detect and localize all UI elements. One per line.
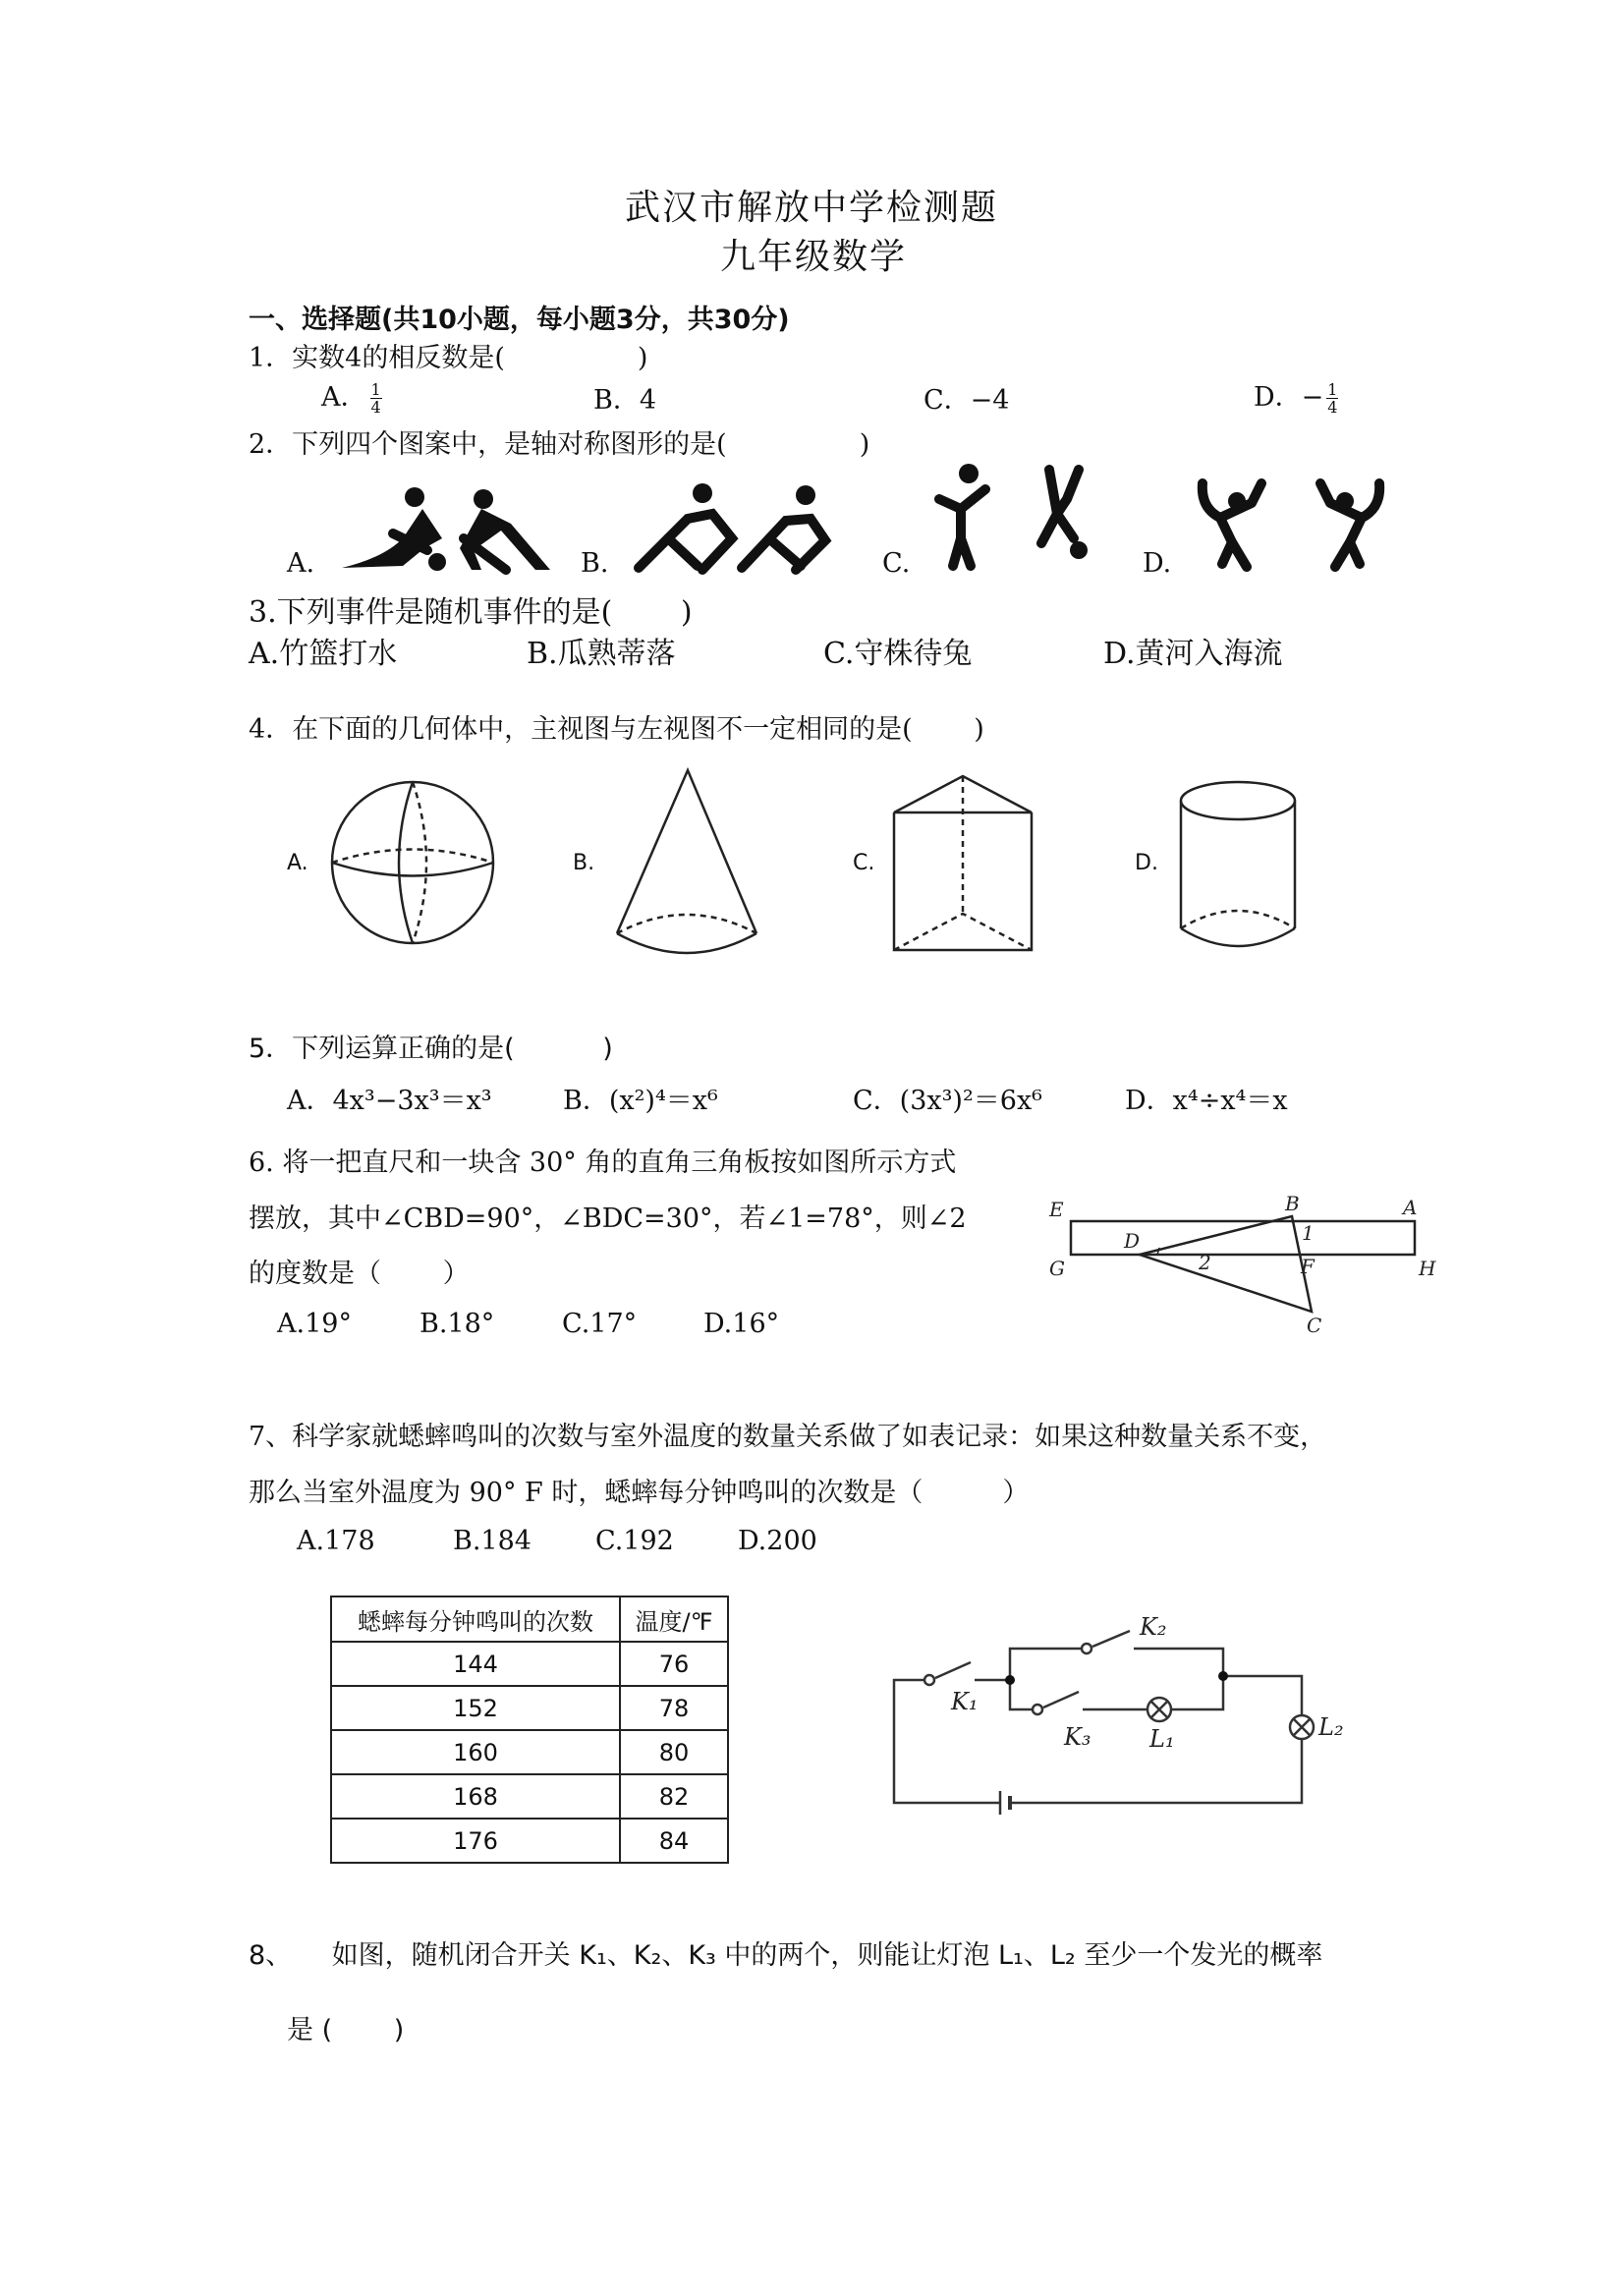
cricket-table xyxy=(330,1596,729,1864)
circuit-label-k3: K₃ xyxy=(1064,1723,1091,1751)
table-cell: 76 xyxy=(620,1642,728,1686)
page-title: 武汉市解放中学检测题 xyxy=(625,188,999,228)
q6-ruler-triangle-figure xyxy=(1041,1189,1454,1336)
q7-option-d: D.200 xyxy=(738,1526,817,1556)
question-6-line-2: 摆放，其中∠CBD=90°，∠BDC=30°，若∠1=78°，则∠2 xyxy=(249,1204,967,1234)
table-header-row xyxy=(331,1596,728,1642)
circuit-label-l2: L₂ xyxy=(1318,1713,1344,1741)
circuit-node xyxy=(1005,1675,1015,1685)
table-cell: 144 xyxy=(331,1642,620,1686)
q2-figure-c xyxy=(931,460,1108,578)
question-8-line-2: 是 ( ) xyxy=(287,2015,405,2045)
circuit-label-k1: K₁ xyxy=(951,1688,979,1715)
q6-option-a: A.19° xyxy=(277,1309,352,1339)
q1-d-numerator: 1 xyxy=(1327,380,1338,399)
q6-label-e: E xyxy=(1049,1198,1064,1221)
question-7-line-2: 那么当室外温度为 90° F 时，蟋蟀每分钟鸣叫的次数是（ ） xyxy=(249,1478,1030,1508)
q1-option-d-fraction xyxy=(1326,381,1338,416)
q4-label-a: A. xyxy=(287,851,308,875)
circuit-label-l1: L₁ xyxy=(1149,1725,1175,1753)
question-1-stem: 1．实数4的相反数是( ) xyxy=(249,343,648,373)
q3-option-b: B.瓜熟蒂落 xyxy=(527,637,676,671)
question-3-stem: 3.下列事件是随机事件的是( ) xyxy=(249,595,693,630)
q1-option-d xyxy=(1254,375,1338,416)
circuit-diagram xyxy=(884,1611,1356,1818)
table-cell: 160 xyxy=(331,1730,620,1774)
q1-option-a xyxy=(321,375,382,416)
question-7-line-1: 7、科学家就蟋蟀鸣叫的次数与室外温度的数量关系做了如表记录：如果这种数量关系不变， xyxy=(249,1422,1327,1452)
q6-label-b: B xyxy=(1285,1192,1300,1215)
page-subtitle: 九年级数学 xyxy=(720,237,908,277)
q2-figure-a xyxy=(334,479,560,578)
q6-label-f: F xyxy=(1301,1255,1315,1278)
q2-figure-b xyxy=(629,479,835,578)
q6-label-a: A xyxy=(1403,1196,1418,1219)
table-row xyxy=(331,1819,728,1863)
q4-label-d: D. xyxy=(1135,851,1158,875)
q4-cone xyxy=(609,766,766,963)
table-cell: 84 xyxy=(620,1819,728,1863)
q6-label-d: D xyxy=(1124,1229,1141,1253)
table-cell: 78 xyxy=(620,1686,728,1730)
q2-figure-d xyxy=(1193,474,1389,572)
q2-label-c: C. xyxy=(882,548,911,579)
q4-label-b: B. xyxy=(573,851,595,875)
q1-option-a-label: A． xyxy=(321,382,367,413)
question-4-stem: 4．在下面的几何体中，主视图与左视图不一定相同的是( ) xyxy=(249,714,984,745)
q1-option-a-fraction xyxy=(370,381,382,416)
question-8-line-1: 8、 如图，随机闭合开关 K₁、K₂、K₃ 中的两个，则能让灯泡 L₁、L₂ 至少一个发光的概率 xyxy=(249,1940,1323,1971)
q4-sphere xyxy=(324,779,501,946)
q3-option-a: A.竹篮打水 xyxy=(249,637,398,671)
table-row xyxy=(331,1642,728,1686)
table-cell: 80 xyxy=(620,1730,728,1774)
q6-ruler xyxy=(1071,1221,1415,1255)
q2-label-a: A. xyxy=(287,548,315,579)
q4-triangular-prism xyxy=(889,773,1036,955)
q5-option-a: A．4x³−3x³＝x³ xyxy=(287,1086,492,1116)
table-row xyxy=(331,1774,728,1819)
q6-label-g: G xyxy=(1049,1257,1065,1280)
q5-option-c: C．(3x³)²＝6x⁶ xyxy=(853,1086,1043,1116)
table-cell: 82 xyxy=(620,1774,728,1819)
question-6-line-1: 6. 将一把直尺和一块含 30° 角的直角三角板按如图所示方式 xyxy=(249,1148,957,1178)
q6-option-c: C.17° xyxy=(562,1309,638,1339)
question-5-stem: 5．下列运算正确的是( ) xyxy=(249,1034,613,1064)
q5-option-b: B．(x²)⁴＝x⁶ xyxy=(563,1086,718,1116)
q6-triangle xyxy=(1140,1216,1312,1312)
q7-option-a: A.178 xyxy=(297,1526,375,1556)
q3-option-d: D.黄河入海流 xyxy=(1103,637,1283,671)
q5-option-d: D．x⁴÷x⁴＝x xyxy=(1125,1086,1288,1116)
circuit-label-k2: K₂ xyxy=(1140,1613,1167,1641)
table-cell: 152 xyxy=(331,1686,620,1730)
q1-option-d-label: D．− xyxy=(1254,382,1324,413)
table-cell: 176 xyxy=(331,1819,620,1863)
table-cell: 168 xyxy=(331,1774,620,1819)
q2-label-b: B. xyxy=(581,548,609,579)
table-row xyxy=(331,1730,728,1774)
q1-a-numerator: 1 xyxy=(370,380,381,399)
section-heading: 一、选择题(共10小题，每小题3分，共30分) xyxy=(249,305,790,335)
table-header: 温度/℉ xyxy=(620,1596,728,1642)
q3-option-c: C.守株待兔 xyxy=(823,637,973,671)
q1-a-denominator: 4 xyxy=(370,398,381,417)
question-6-line-3: 的度数是（ ） xyxy=(249,1259,470,1289)
table-header: 蟋蟀每分钟鸣叫的次数 xyxy=(331,1596,620,1642)
q4-cylinder xyxy=(1177,779,1300,951)
q6-angle-2: 2 xyxy=(1199,1251,1211,1274)
q6-option-b: B.18° xyxy=(420,1309,495,1339)
question-2-stem: 2．下列四个图案中，是轴对称图形的是( ) xyxy=(249,429,870,460)
q6-label-c: C xyxy=(1307,1314,1322,1336)
q6-angle-1: 1 xyxy=(1302,1221,1315,1245)
q2-label-d: D. xyxy=(1143,548,1172,579)
q4-label-c: C. xyxy=(853,851,875,875)
q6-label-h: H xyxy=(1419,1257,1436,1280)
q7-option-b: B.184 xyxy=(453,1526,532,1556)
q1-option-b: B．4 xyxy=(593,385,657,416)
q1-option-c: C．−4 xyxy=(923,385,1010,416)
table-row xyxy=(331,1686,728,1730)
circuit-node xyxy=(1218,1671,1228,1681)
q7-option-c: C.192 xyxy=(595,1526,674,1556)
q1-d-denominator: 4 xyxy=(1327,398,1338,417)
q6-option-d: D.16° xyxy=(703,1309,780,1339)
